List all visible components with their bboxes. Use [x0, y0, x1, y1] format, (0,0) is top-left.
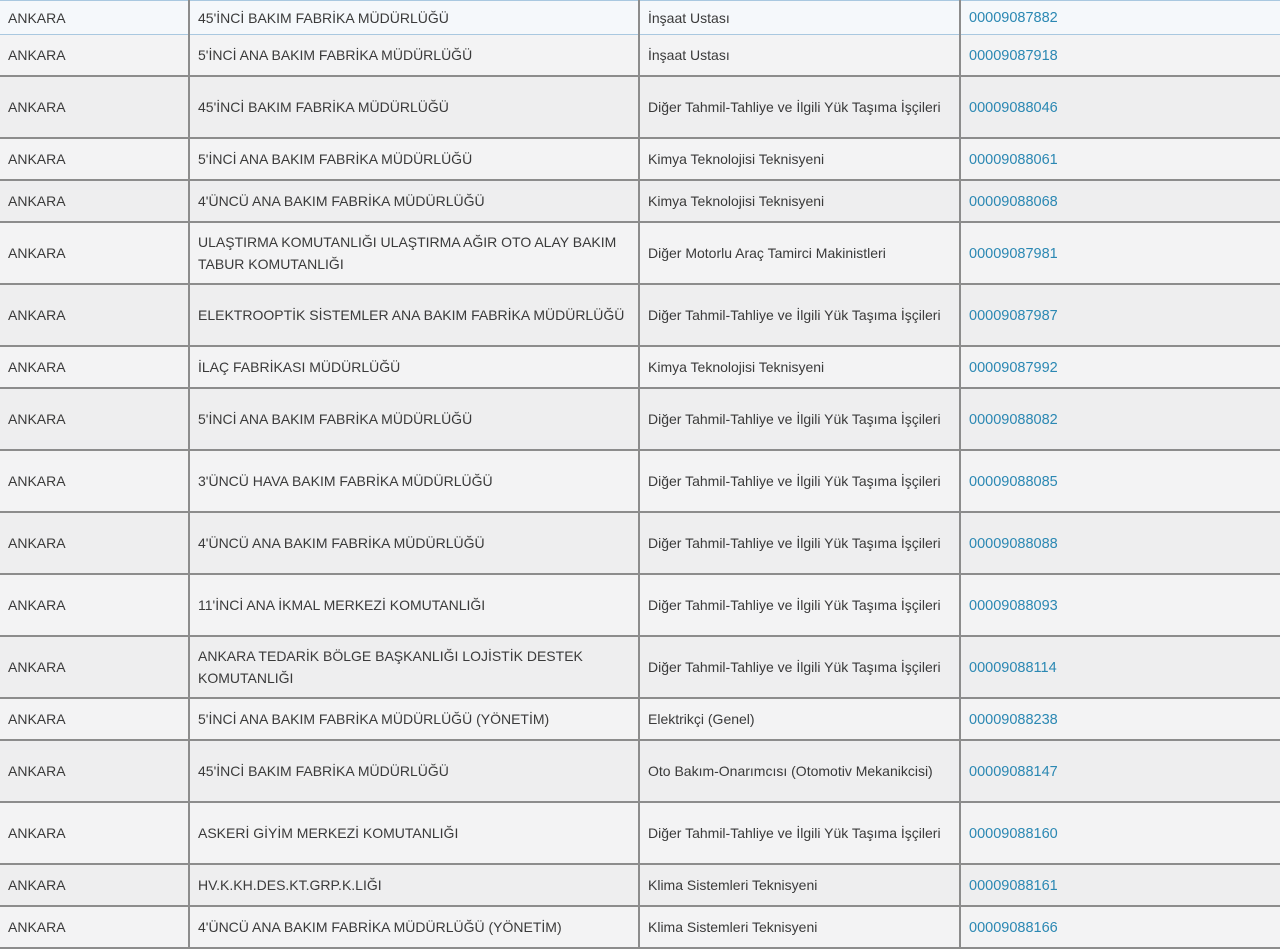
occupation-cell: Kimya Teknolojisi Teknisyeni — [639, 138, 960, 180]
table-row[interactable] — [0, 864, 1280, 906]
occupation-cell: Kimya Teknolojisi Teknisyeni — [639, 346, 960, 388]
institution-cell: HV.K.KH.DES.KT.GRP.K.LIĞI — [189, 864, 639, 906]
city-cell: ANKARA — [0, 284, 189, 346]
city-cell: ANKARA — [0, 346, 189, 388]
occupation-cell: Kimya Teknolojisi Teknisyeni — [639, 180, 960, 222]
city-cell: ANKARA — [0, 180, 189, 222]
code-cell — [960, 698, 1280, 740]
table-row[interactable] — [0, 76, 1280, 138]
institution-cell: 45'İNCİ BAKIM FABRİKA MÜDÜRLÜĞÜ — [189, 76, 639, 138]
city-cell: ANKARA — [0, 698, 189, 740]
code-cell — [960, 450, 1280, 512]
occupation-cell: İnşaat Ustası — [639, 1, 960, 35]
table-row[interactable] — [0, 574, 1280, 636]
occupation-cell: Klima Sistemleri Teknisyeni — [639, 906, 960, 948]
table-row[interactable] — [0, 802, 1280, 864]
code-cell — [960, 222, 1280, 284]
institution-cell: 5'İNCİ ANA BAKIM FABRİKA MÜDÜRLÜĞÜ — [189, 35, 639, 77]
institution-cell: 3'ÜNCÜ HAVA BAKIM FABRİKA MÜDÜRLÜĞÜ — [189, 450, 639, 512]
city-cell: ANKARA — [0, 1, 189, 35]
occupation-cell: Klima Sistemleri Teknisyeni — [639, 864, 960, 906]
table-row[interactable] — [0, 388, 1280, 450]
table-row[interactable] — [0, 346, 1280, 388]
city-cell: ANKARA — [0, 802, 189, 864]
city-cell: ANKARA — [0, 76, 189, 138]
occupation-cell: Elektrikçi (Genel) — [639, 698, 960, 740]
institution-cell: 45'İNCİ BAKIM FABRİKA MÜDÜRLÜĞÜ — [189, 740, 639, 802]
occupation-cell: Diğer Tahmil-Tahliye ve İlgili Yük Taşıma İşçileri — [639, 284, 960, 346]
occupation-cell: Diğer Tahmil-Tahliye ve İlgili Yük Taşıma İşçileri — [639, 802, 960, 864]
code-cell — [960, 138, 1280, 180]
code-cell — [960, 740, 1280, 802]
code-cell — [960, 574, 1280, 636]
institution-cell: 5'İNCİ ANA BAKIM FABRİKA MÜDÜRLÜĞÜ — [189, 388, 639, 450]
city-cell: ANKARA — [0, 35, 189, 77]
city-cell: ANKARA — [0, 864, 189, 906]
occupation-cell: Diğer Tahmil-Tahliye ve İlgili Yük Taşıma İşçileri — [639, 636, 960, 698]
institution-cell: ANKARA TEDARİK BÖLGE BAŞKANLIĞI LOJİSTİK DESTEK KOMUTANLIĞI — [189, 636, 639, 698]
listing-code-link[interactable]: 00009088166 — [969, 919, 1058, 936]
occupation-cell: Diğer Motorlu Araç Tamirci Makinistleri — [639, 222, 960, 284]
institution-cell: 4'ÜNCÜ ANA BAKIM FABRİKA MÜDÜRLÜĞÜ — [189, 180, 639, 222]
institution-cell: İLAÇ FABRİKASI MÜDÜRLÜĞÜ — [189, 346, 639, 388]
city-cell: ANKARA — [0, 636, 189, 698]
listing-code-link[interactable]: 00009087987 — [969, 307, 1058, 324]
table-row[interactable] — [0, 1, 1280, 35]
occupation-cell: Oto Bakım-Onarımcısı (Otomotiv Mekanikcisi) — [639, 740, 960, 802]
table-row[interactable] — [0, 35, 1280, 77]
city-cell: ANKARA — [0, 512, 189, 574]
city-cell: ANKARA — [0, 574, 189, 636]
listing-code-link[interactable]: 00009087992 — [969, 359, 1058, 376]
code-cell — [960, 802, 1280, 864]
listing-code-link[interactable]: 00009088068 — [969, 193, 1058, 210]
code-cell — [960, 636, 1280, 698]
listing-code-link[interactable]: 00009088046 — [969, 99, 1058, 116]
table-row[interactable] — [0, 180, 1280, 222]
listing-code-link[interactable]: 00009088061 — [969, 151, 1058, 168]
code-cell — [960, 180, 1280, 222]
occupation-cell: Diğer Tahmil-Tahliye ve İlgili Yük Taşıma İşçileri — [639, 76, 960, 138]
table-row[interactable] — [0, 222, 1280, 284]
institution-cell: 11'İNCİ ANA İKMAL MERKEZİ KOMUTANLIĞI — [189, 574, 639, 636]
code-cell — [960, 906, 1280, 948]
listing-code-link[interactable]: 00009088114 — [969, 659, 1057, 676]
institution-cell: 45'İNCİ BAKIM FABRİKA MÜDÜRLÜĞÜ — [189, 1, 639, 35]
code-cell — [960, 284, 1280, 346]
listing-code-link[interactable]: 00009088093 — [969, 597, 1058, 614]
listing-code-link[interactable]: 00009088082 — [969, 411, 1058, 428]
city-cell: ANKARA — [0, 450, 189, 512]
occupation-cell: İnşaat Ustası — [639, 35, 960, 77]
table-row[interactable] — [0, 512, 1280, 574]
code-cell — [960, 346, 1280, 388]
code-cell — [960, 35, 1280, 77]
institution-cell: ELEKTROOPTİK SİSTEMLER ANA BAKIM FABRİKA MÜDÜRLÜĞÜ — [189, 284, 639, 346]
table-row[interactable] — [0, 740, 1280, 802]
listing-code-link[interactable]: 00009087981 — [969, 245, 1058, 262]
listing-code-link[interactable]: 00009087882 — [969, 10, 1058, 26]
institution-cell: 4'ÜNCÜ ANA BAKIM FABRİKA MÜDÜRLÜĞÜ (YÖNETİM) — [189, 906, 639, 948]
table-row[interactable] — [0, 138, 1280, 180]
table-row[interactable] — [0, 284, 1280, 346]
table-row[interactable] — [0, 450, 1280, 512]
code-cell — [960, 1, 1280, 35]
city-cell: ANKARA — [0, 388, 189, 450]
listing-code-link[interactable]: 00009088161 — [969, 877, 1058, 894]
code-cell — [960, 388, 1280, 450]
occupation-cell: Diğer Tahmil-Tahliye ve İlgili Yük Taşıma İşçileri — [639, 388, 960, 450]
occupation-cell: Diğer Tahmil-Tahliye ve İlgili Yük Taşıma İşçileri — [639, 512, 960, 574]
city-cell: ANKARA — [0, 740, 189, 802]
table-row[interactable] — [0, 698, 1280, 740]
listing-code-link[interactable]: 00009088238 — [969, 711, 1058, 728]
listing-code-link[interactable]: 00009088085 — [969, 473, 1058, 490]
listing-code-link[interactable]: 00009088088 — [969, 535, 1058, 552]
table-row[interactable] — [0, 906, 1280, 948]
table-row[interactable] — [0, 636, 1280, 698]
institution-cell: 5'İNCİ ANA BAKIM FABRİKA MÜDÜRLÜĞÜ — [189, 138, 639, 180]
occupation-cell: Diğer Tahmil-Tahliye ve İlgili Yük Taşıma İşçileri — [639, 574, 960, 636]
institution-cell: ASKERİ GİYİM MERKEZİ KOMUTANLIĞI — [189, 802, 639, 864]
code-cell — [960, 76, 1280, 138]
listing-code-link[interactable]: 00009088147 — [969, 763, 1058, 780]
city-cell: ANKARA — [0, 222, 189, 284]
institution-cell: ULAŞTIRMA KOMUTANLIĞI ULAŞTIRMA AĞIR OTO ALAY BAKIM TABUR KOMUTANLIĞI — [189, 222, 639, 284]
institution-cell: 5'İNCİ ANA BAKIM FABRİKA MÜDÜRLÜĞÜ (YÖNETİM) — [189, 698, 639, 740]
code-cell — [960, 512, 1280, 574]
city-cell: ANKARA — [0, 906, 189, 948]
city-cell: ANKARA — [0, 138, 189, 180]
listing-code-link[interactable]: 00009087918 — [969, 47, 1058, 64]
listing-code-link[interactable]: 00009088160 — [969, 825, 1058, 842]
institution-cell: 4'ÜNCÜ ANA BAKIM FABRİKA MÜDÜRLÜĞÜ — [189, 512, 639, 574]
code-cell — [960, 864, 1280, 906]
occupation-cell: Diğer Tahmil-Tahliye ve İlgili Yük Taşıma İşçileri — [639, 450, 960, 512]
